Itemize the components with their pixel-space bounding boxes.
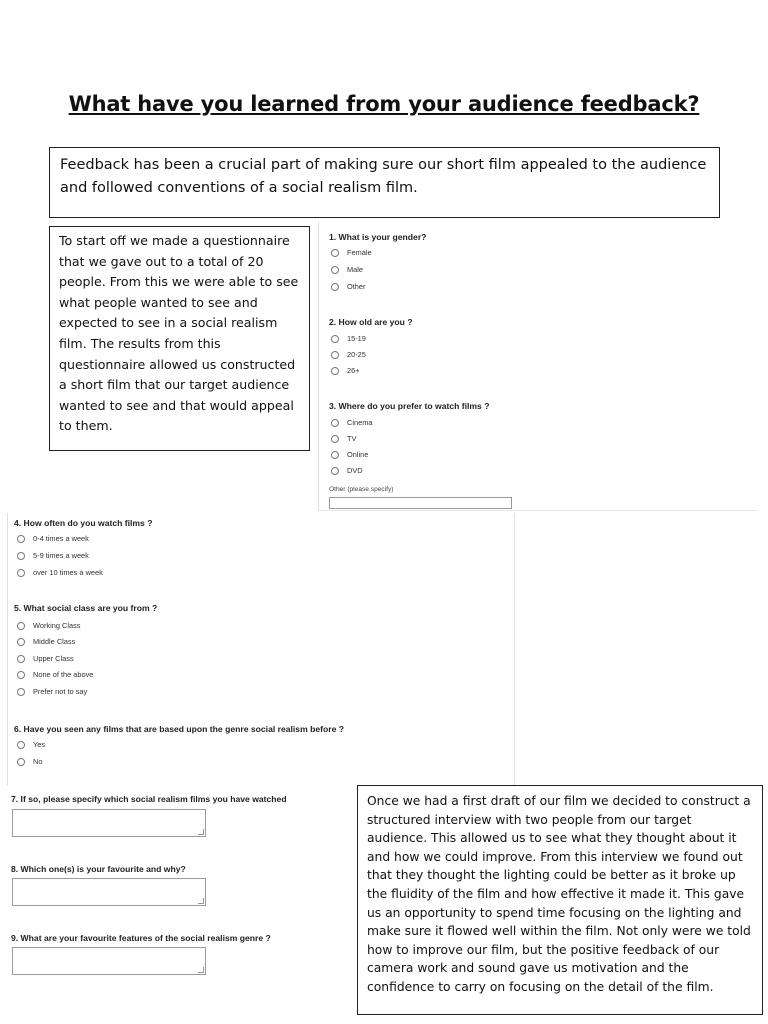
questionnaire-text-box: To start off we made a questionnaire that we gave out to a total of 20 people. From this we were able to see what people wanted to see and expected to see in a social realism film. The results from this questionnaire allowed us constructed a short film that our target audience wanted to see and that would appeal to them. [49, 226, 310, 451]
option-cinema[interactable]: Cinema [331, 418, 372, 427]
radio-button-icon[interactable] [17, 671, 25, 679]
option-5-9-times[interactable]: 5-9 times a week [17, 551, 89, 560]
radio-button-icon[interactable] [331, 451, 339, 459]
radio-button-icon[interactable] [331, 419, 339, 427]
radio-button-icon[interactable] [331, 266, 339, 274]
option-female[interactable]: Female [331, 248, 372, 257]
question-8-label: 8. Which one(s) is your favourite and why? [11, 864, 186, 874]
films-watched-textarea[interactable] [12, 809, 206, 837]
survey-panel-3 [7, 788, 347, 988]
radio-button-icon[interactable] [17, 569, 25, 577]
option-online[interactable]: Online [331, 450, 368, 459]
option-0-4-times[interactable]: 0-4 times a week [17, 534, 89, 543]
question-4-label: 4. How often do you watch films ? [14, 518, 153, 528]
option-no[interactable]: No [17, 757, 42, 766]
radio-button-icon[interactable] [331, 283, 339, 291]
question-2-label: 2. How old are you ? [329, 317, 413, 327]
radio-button-icon[interactable] [17, 655, 25, 663]
radio-button-icon[interactable] [331, 335, 339, 343]
radio-button-icon[interactable] [331, 249, 339, 257]
radio-button-icon[interactable] [17, 688, 25, 696]
radio-button-icon[interactable] [331, 367, 339, 375]
option-26-plus[interactable]: 26+ [331, 366, 360, 375]
option-other[interactable]: Other [331, 282, 365, 291]
question-9-label: 9. What are your favourite features of the social realism genre ? [11, 933, 271, 943]
option-15-19[interactable]: 15-19 [331, 334, 366, 343]
question-5-label: 5. What social class are you from ? [14, 603, 158, 613]
option-prefer-not-to-say[interactable]: Prefer not to say [17, 687, 87, 696]
option-upper-class[interactable]: Upper Class [17, 654, 74, 663]
question-6-label: 6. Have you seen any films that are based upon the genre social realism before ? [14, 724, 345, 734]
survey-panel-1 [318, 222, 757, 511]
radio-button-icon[interactable] [17, 638, 25, 646]
favourite-film-textarea[interactable] [12, 878, 206, 906]
question-1-label: 1. What is your gender? [329, 232, 427, 242]
question-7-label: 7. If so, please specify which social realism films you have watched [11, 794, 287, 804]
survey-panel-2 [7, 513, 515, 785]
favourite-features-textarea[interactable] [12, 947, 206, 975]
option-none-of-the-above[interactable]: None of the above [17, 670, 93, 679]
option-yes[interactable]: Yes [17, 740, 45, 749]
other-specify-label: Other (please specify) [329, 486, 394, 493]
radio-button-icon[interactable] [17, 535, 25, 543]
radio-button-icon[interactable] [331, 467, 339, 475]
radio-button-icon[interactable] [331, 351, 339, 359]
option-working-class[interactable]: Working Class [17, 621, 81, 630]
intro-text-box: Feedback has been a crucial part of making sure our short film appealed to the audience and followed conventions of a social realism film. [49, 147, 720, 218]
other-specify-input[interactable] [329, 497, 512, 509]
radio-button-icon[interactable] [17, 741, 25, 749]
option-over-10-times[interactable]: over 10 times a week [17, 568, 103, 577]
interview-text-box: Once we had a first draft of our film we decided to construct a structured interview with two people from our target audience. This allowed us to see what they thought about it and how we could improve. From this interview we found out that they thought the lighting could be better as it broke up the fluidity of the film and how effective it made it. This gave us an opportunity to spend time focusing on the lighting and make sure it flowed well within the film. Not only were we told how to improve our film, but the positive feedback of our camera work and sound gave us motivation and the confidence to carry on focusing on the detail of the film. [357, 785, 763, 1015]
question-3-label: 3. Where do you prefer to watch films ? [329, 401, 490, 411]
radio-button-icon[interactable] [331, 435, 339, 443]
radio-button-icon[interactable] [17, 552, 25, 560]
option-tv[interactable]: TV [331, 434, 356, 443]
page-title: What have you learned from your audience feedback? [68, 92, 700, 116]
radio-button-icon[interactable] [17, 622, 25, 630]
option-male[interactable]: Male [331, 265, 363, 274]
option-middle-class[interactable]: Middle Class [17, 637, 75, 646]
radio-button-icon[interactable] [17, 758, 25, 766]
option-20-25[interactable]: 20-25 [331, 350, 366, 359]
option-dvd[interactable]: DVD [331, 466, 363, 475]
